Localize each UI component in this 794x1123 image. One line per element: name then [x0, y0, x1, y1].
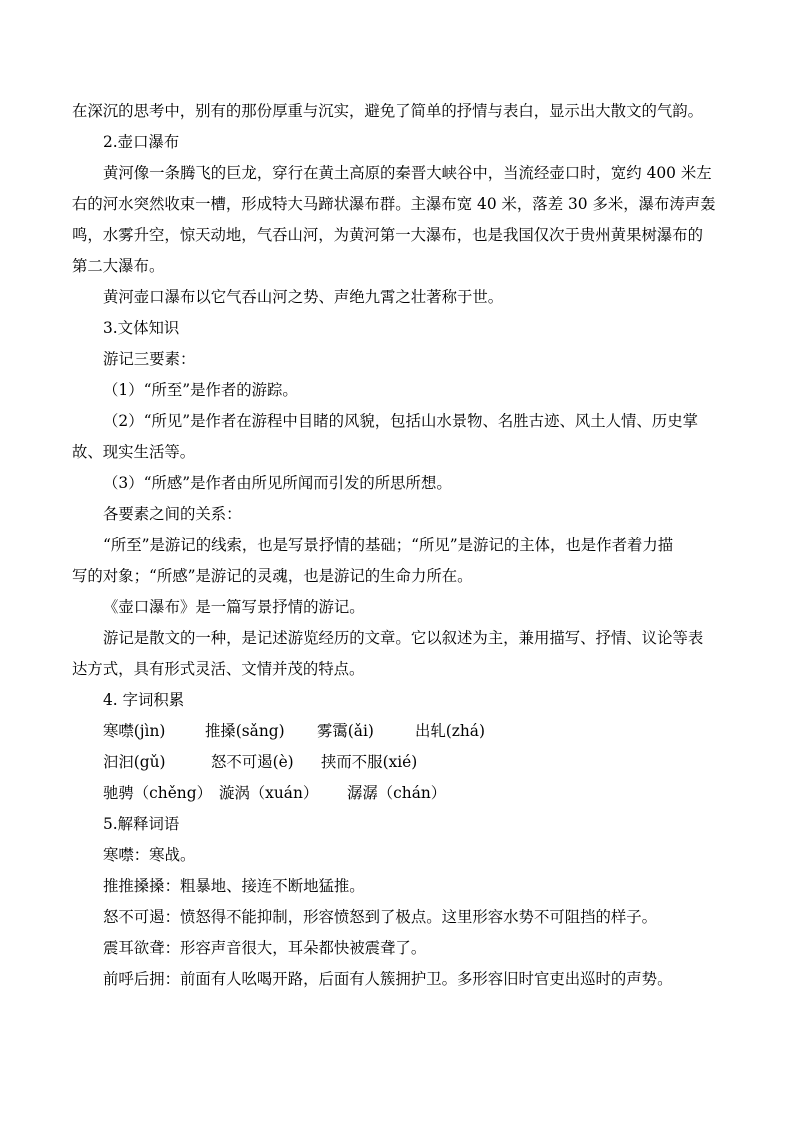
- list-item: （1）“所至”是作者的游踪。: [103, 381, 298, 399]
- vocab-item: 驰骋（chěng）: [103, 784, 212, 802]
- section-heading-vocabulary: 4. 字词积累: [103, 691, 185, 709]
- vocab-item: 寒噤(jìn): [103, 722, 166, 740]
- list-item: （3）“所感”是作者由所见所闻而引发的所思所想。: [103, 474, 452, 492]
- definition-line: 寒噤：寒战。: [103, 846, 196, 864]
- paragraph-line: 鸣，水雾升空，惊天动地，气吞山河，为黄河第一大瀑布，也是我国仅次于贵州黄果树瀑布的: [72, 226, 704, 244]
- paragraph-line: 写的对象；“所感”是游记的灵魂，也是游记的生命力所在。: [72, 567, 473, 585]
- paragraph-line: 达方式，具有形式灵活、文情并茂的特点。: [72, 660, 365, 678]
- vocab-item: 汩汩(gǔ): [103, 753, 166, 771]
- paragraph-line: 黄河像一条腾飞的巨龙，穿行在黄土高原的秦晋大峡谷中，当流经壶口时，宽约 400 米左: [103, 164, 712, 182]
- section-heading-hukou-waterfall: 2.壶口瀑布: [103, 133, 180, 151]
- vocab-row: [72, 778, 724, 809]
- document-page: [72, 96, 724, 995]
- paragraph-line: 黄河壶口瀑布以它气吞山河之势、声绝九霄之壮著称于世。: [103, 288, 504, 306]
- definition-line: 震耳欲聋：形容声音很大，耳朵都快被震聋了。: [103, 939, 427, 957]
- vocab-item: 挟而不服(xié): [321, 753, 418, 771]
- paragraph-line: 第二大瀑布。: [72, 257, 165, 275]
- vocab-item: 推搡(sǎng): [205, 722, 285, 740]
- paragraph-line: “所至”是游记的线索，也是写景抒情的基础；“所见”是游记的主体，也是作者着力描: [103, 536, 674, 554]
- paragraph-line: 各要素之间的关系：: [103, 505, 242, 523]
- vocab-item: 出轧(zhá): [415, 722, 485, 740]
- paragraph-line: 右的河水突然收束一槽，形成特大马蹄状瀑布群。主瀑布宽 40 米，落差 30 多米，瀑布涛声轰: [72, 195, 716, 213]
- vocab-item: 怒不可遏(è): [211, 753, 294, 771]
- paragraph-line: 游记三要素：: [103, 350, 196, 368]
- vocab-item: 潺潺（chán）: [347, 784, 447, 802]
- section-heading-genre-knowledge: 3.文体知识: [103, 319, 180, 337]
- paragraph-line: 在深沉的思考中，别有的那份厚重与沉实，避免了简单的抒情与表白，显示出大散文的气韵。: [72, 102, 704, 120]
- section-heading-word-explanations: 5.解释词语: [103, 815, 180, 833]
- vocab-row: [72, 747, 724, 778]
- paragraph-line: 故、现实生活等。: [72, 443, 196, 461]
- paragraph-line: 游记是散文的一种，是记述游览经历的文章。它以叙述为主，兼用描写、抒情、议论等表: [103, 629, 704, 647]
- list-item: （2）“所见”是作者在游程中目睹的风貌，包括山水景物、名胜古迹、风土人情、历史掌: [103, 412, 698, 430]
- definition-line: 推推搡搡：粗暴地、接连不断地猛推。: [103, 877, 365, 895]
- definition-line: 前呼后拥：前面有人吆喝开路，后面有人簇拥护卫。多形容旧时官吏出巡时的声势。: [103, 970, 673, 988]
- definition-line: 怒不可遏：愤怒得不能抑制，形容愤怒到了极点。这里形容水势不可阻挡的样子。: [103, 908, 658, 926]
- vocab-item: 漩涡（xuán）: [219, 784, 319, 802]
- paragraph-line: 《壶口瀑布》是一篇写景抒情的游记。: [103, 598, 365, 616]
- vocab-item: 雾霭(ǎi): [317, 722, 374, 740]
- vocab-row: [72, 716, 724, 747]
